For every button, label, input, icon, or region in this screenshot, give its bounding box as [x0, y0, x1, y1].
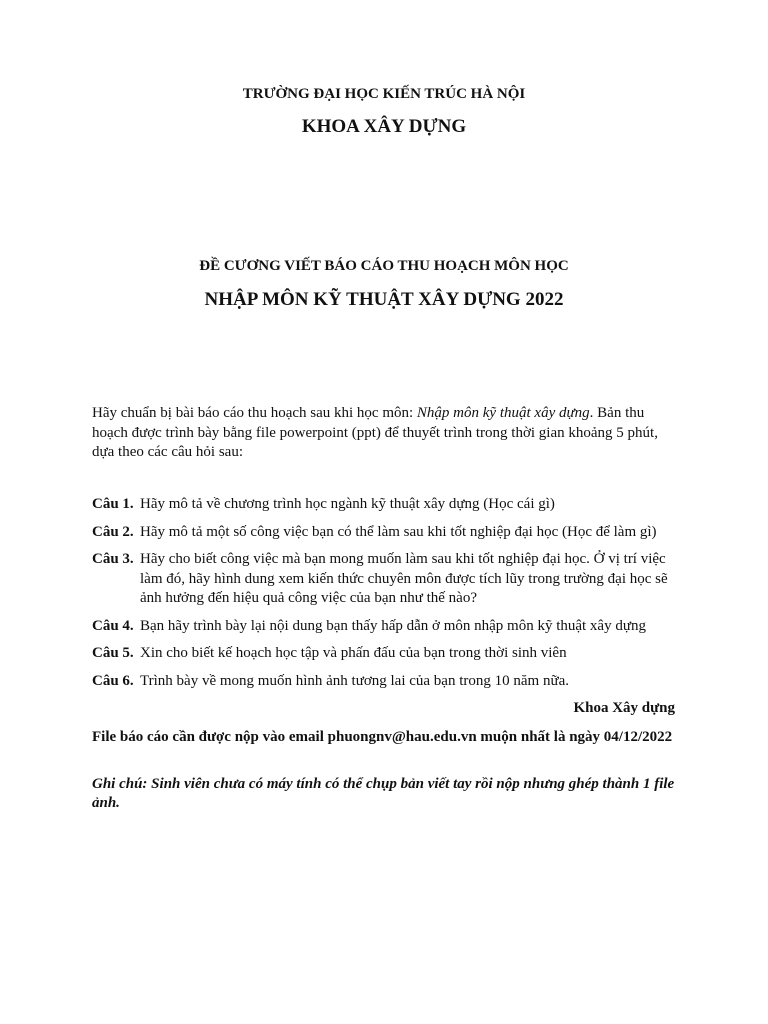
- question-text: Trình bày về mong muốn hình ảnh tương lai của bạn trong 10 năm nữa.: [140, 672, 569, 689]
- signature: Khoa Xây dựng: [573, 700, 675, 716]
- question-list: [92, 495, 676, 699]
- intro-paragraph: [92, 404, 676, 463]
- question-item: [92, 495, 676, 515]
- course-title: NHẬP MÔN KỸ THUẬT XÂY DỰNG 2022: [204, 289, 564, 310]
- question-label: Câu 2.: [92, 523, 134, 540]
- note: Ghi chú: Sinh viên chưa có máy tính có thể chụp bản viết tay rồi nộp nhưng ghép thành 1 file ảnh.: [92, 776, 675, 811]
- outline-title: ĐỀ CƯƠNG VIẾT BÁO CÁO THU HOẠCH MÔN HỌC: [199, 258, 569, 274]
- question-item: [92, 644, 676, 664]
- question-item: [92, 672, 676, 692]
- intro-text-start: Hãy chuẩn bị bài báo cáo thu hoạch sau khi học môn:: [92, 405, 417, 421]
- question-label: Câu 1.: [92, 496, 134, 512]
- school-name: TRƯỜNG ĐẠI HỌC KIẾN TRÚC HÀ NỘI: [242, 86, 526, 102]
- intro-text-end: . Bản thu hoạch được trình bày bằng file powerpoint (ppt) để thuyết trình trong thời gian khoảng 5 phút, dựa theo các câu hỏi sau:: [92, 405, 658, 460]
- question-item: [92, 550, 676, 609]
- intro-course-name: Nhập môn kỹ thuật xây dựng: [416, 405, 590, 421]
- question-text: Bạn hãy trình bày lại nội dung bạn thấy hấp dẫn ở môn nhập môn kỹ thuật xây dựng: [140, 617, 646, 634]
- submission-instructions: File báo cáo cần được nộp vào email phuongnv@hau.edu.vn muộn nhất là ngày 04/12/2022: [92, 729, 673, 745]
- question-text: Hãy mô tả về chương trình học ngành kỹ thuật xây dựng (Học cái gì): [140, 496, 555, 512]
- question-text: Xin cho biết kế hoạch học tập và phấn đấu của bạn trong thời sinh viên: [140, 645, 567, 661]
- question-label: Câu 6.: [92, 672, 134, 689]
- question-item: [92, 617, 676, 637]
- question-text: Hãy cho biết công việc mà bạn mong muốn làm sau khi tốt nghiệp đại học. Ở vị trí việc làm đó, hãy hình dung xem kiến thức chuyên môn được tích lũy trong trường đại học sẽ ảnh hưởng đến hiệu quả công việc của bạn như thế nào?: [140, 551, 668, 606]
- faculty-name: KHOA XÂY DỰNG: [301, 116, 467, 137]
- question-label: Câu 4.: [92, 617, 134, 634]
- question-text: Hãy mô tả một số công việc bạn có thể làm sau khi tốt nghiệp đại học (Học để làm gì): [140, 523, 657, 540]
- question-label: Câu 5.: [92, 645, 134, 661]
- question-item: [92, 523, 676, 543]
- question-label: Câu 3.: [92, 551, 134, 567]
